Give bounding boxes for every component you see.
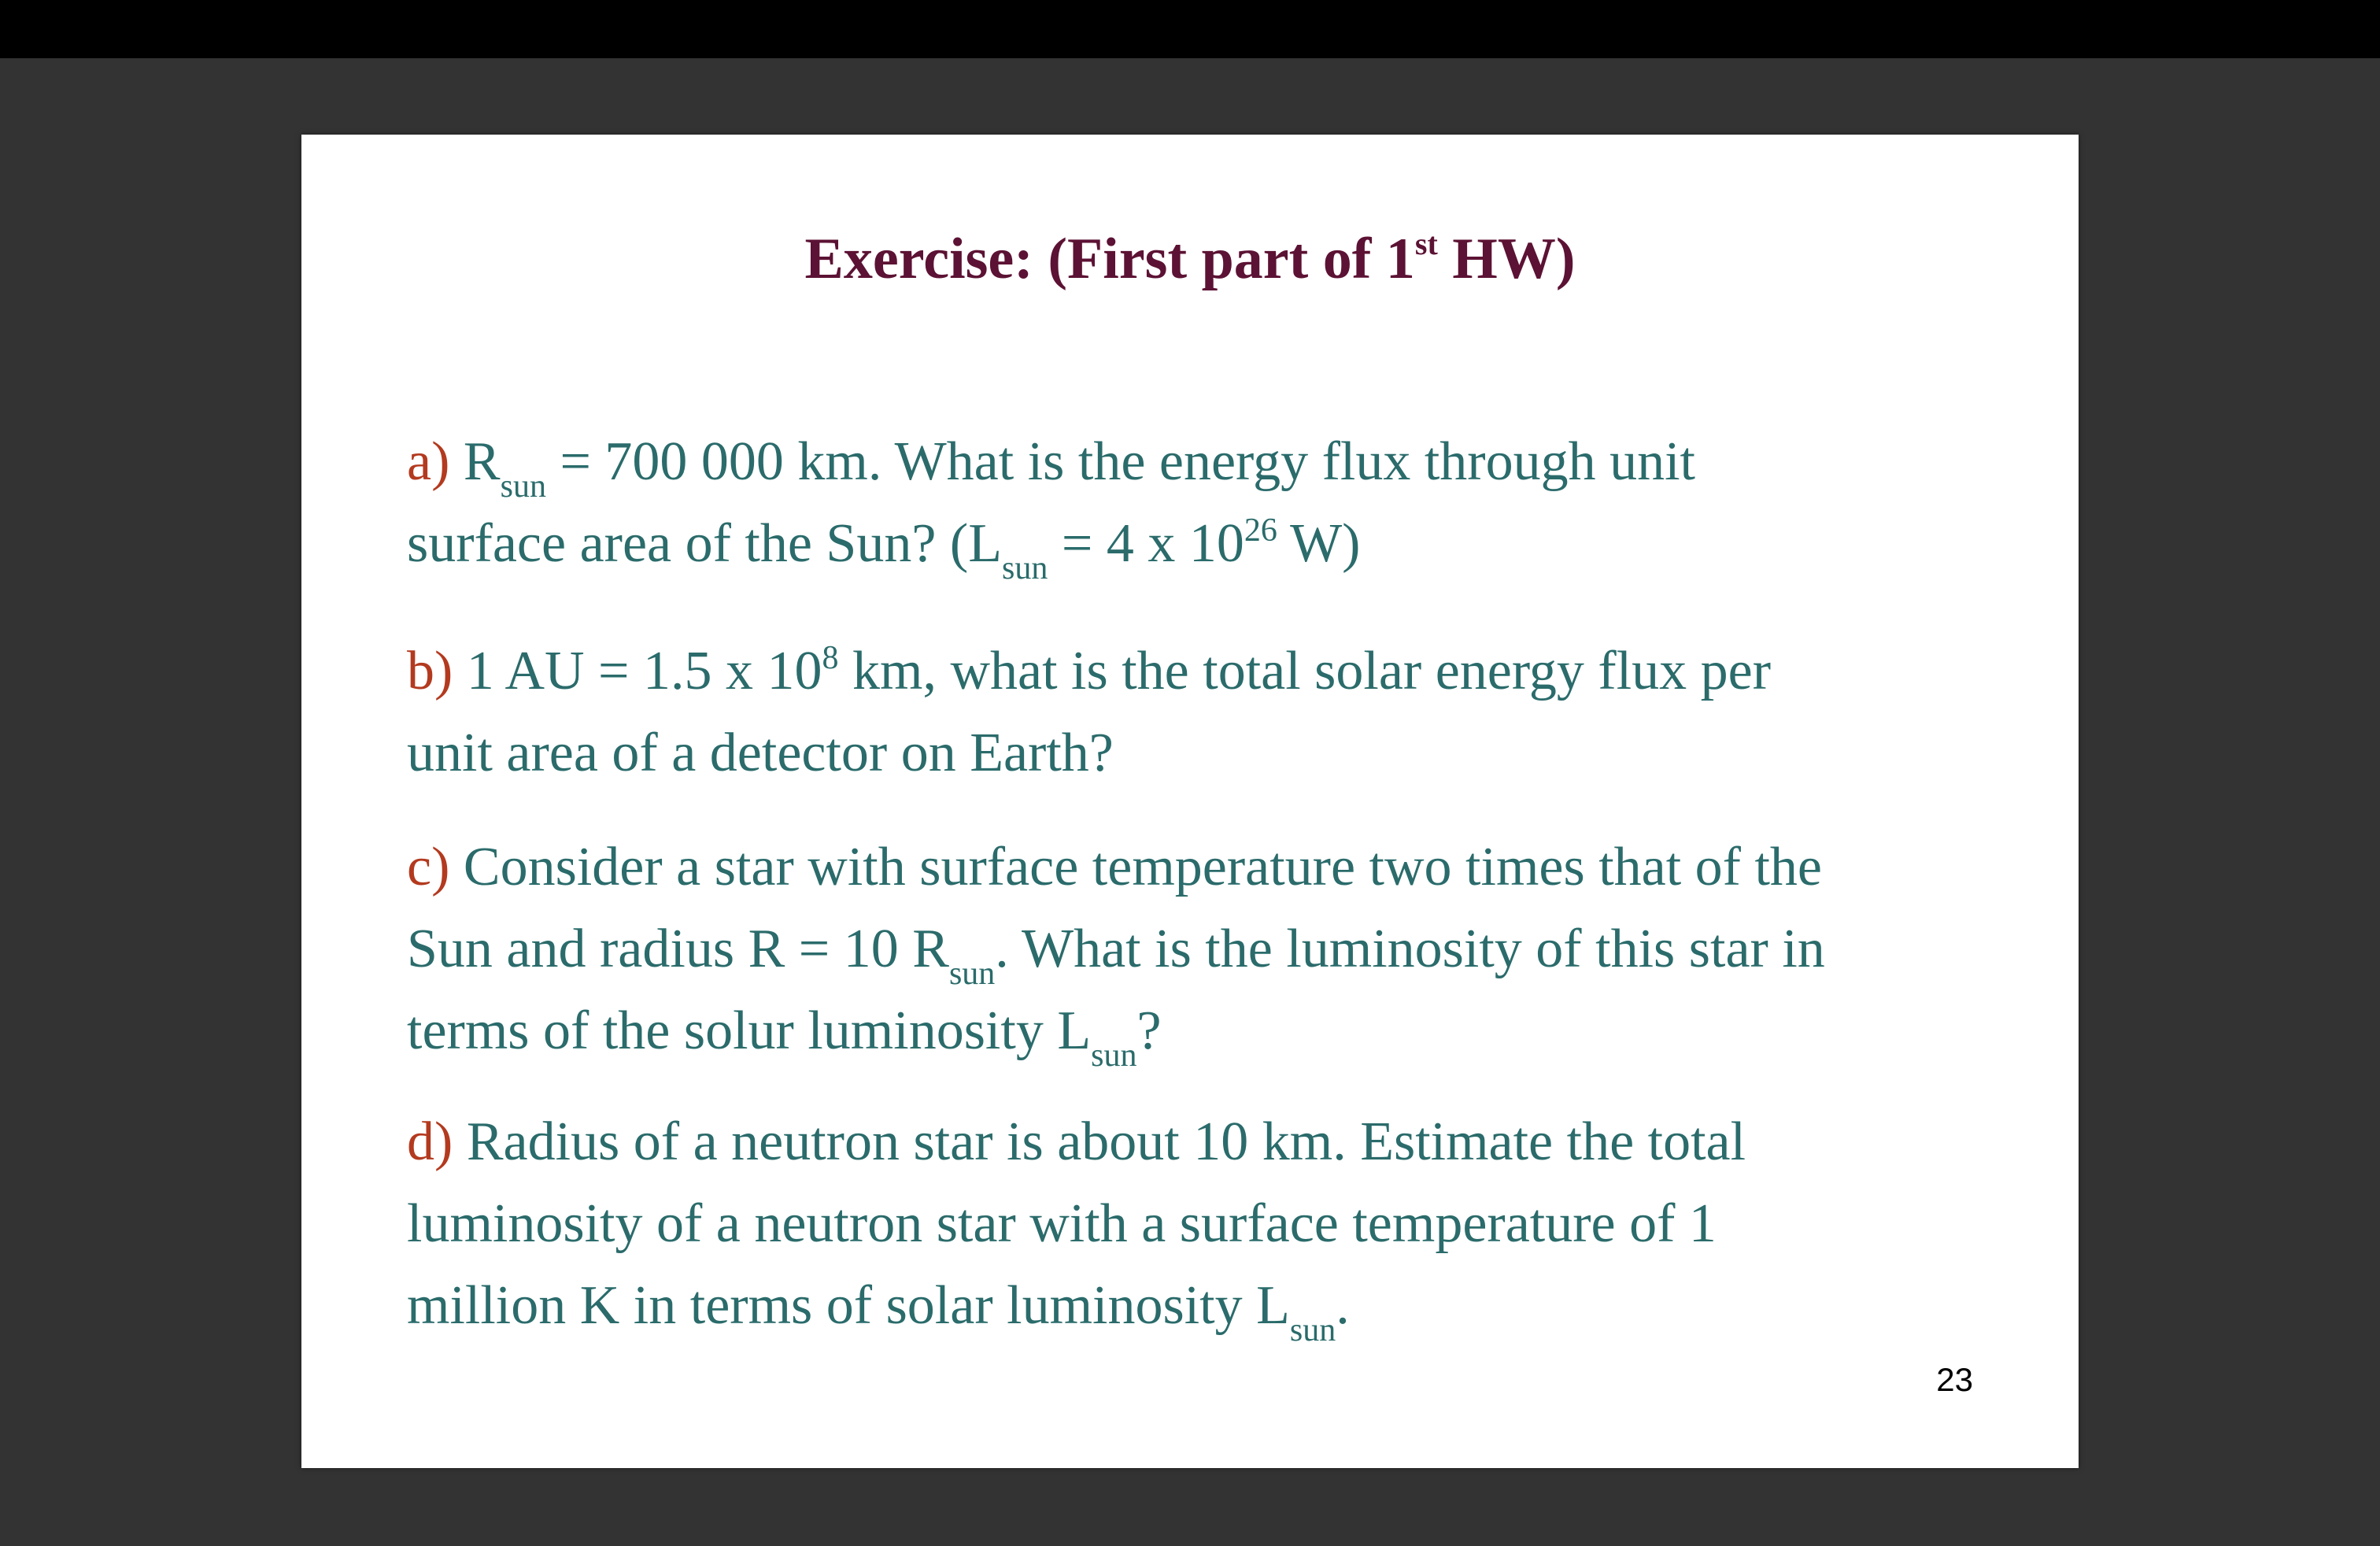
item-c-text: Sun and radius R = 10 R <box>407 919 949 979</box>
item-d-label: d) <box>407 1111 453 1172</box>
exercise-item-b <box>407 631 2028 794</box>
item-a-text: W) <box>1277 513 1361 574</box>
page-number: 23 <box>1936 1361 1973 1398</box>
item-b-line-1 <box>407 631 2028 712</box>
item-d-line-3 <box>407 1265 2028 1347</box>
title-text-after: HW) <box>1437 227 1576 291</box>
subscript: sun <box>948 956 996 992</box>
subscript: sun <box>500 468 546 505</box>
item-a-text: = 4 x 10 <box>1048 513 1244 574</box>
superscript: 8 <box>822 640 839 676</box>
item-c-line-1 <box>407 827 2028 908</box>
item-c-text: Consider a star with surface temperature two times that of the <box>449 837 1822 897</box>
item-d-line-2: luminosity of a neutron star with a surface temperature of 1 <box>407 1193 1717 1254</box>
item-d-text: Radius of a neutron star is about 10 km. Estimate the total <box>453 1111 1746 1172</box>
slide-title <box>301 227 2079 291</box>
item-c-text: ? <box>1136 1000 1162 1061</box>
title-superscript: st <box>1414 226 1438 261</box>
item-a-label: a) <box>407 431 450 492</box>
slide <box>301 135 2079 1468</box>
item-d-text: million K in terms of solar luminosity L <box>407 1275 1290 1336</box>
item-b-text: km, what is the total solar energy flux per <box>838 641 1772 701</box>
item-a-line-1 <box>407 421 2028 503</box>
item-c-line-3 <box>407 990 2028 1072</box>
title-text-before: Exercise: (First part of 1 <box>804 227 1415 291</box>
subscript: sun <box>1289 1312 1336 1348</box>
item-a-text: surface area of the Sun? (L <box>407 513 1002 574</box>
exercise-item-d <box>407 1101 2028 1347</box>
exercise-item-a <box>407 421 2028 585</box>
item-a-text: = 700 000 km. What is the energy flux through unit <box>545 431 1696 492</box>
item-c-line-2 <box>407 908 2028 990</box>
item-c-label: c) <box>407 837 450 897</box>
item-d-line-1 <box>407 1101 2028 1183</box>
subscript: sun <box>1002 550 1048 586</box>
item-a-line-2 <box>407 503 2028 585</box>
superscript: 26 <box>1244 512 1277 549</box>
top-bar <box>0 0 2380 58</box>
item-c-text: . What is the luminosity of this star in <box>995 919 1825 979</box>
subscript: sun <box>1091 1037 1137 1074</box>
exercise-item-c <box>407 827 2028 1072</box>
item-d-text: . <box>1336 1275 1350 1336</box>
item-b-line-2: unit area of a detector on Earth? <box>407 723 1114 783</box>
item-c-text: terms of the solur luminosity L <box>407 1000 1092 1061</box>
item-b-text: 1 AU = 1.5 x 10 <box>453 641 822 701</box>
item-a-text: R <box>449 431 501 492</box>
item-b-label: b) <box>407 641 453 701</box>
